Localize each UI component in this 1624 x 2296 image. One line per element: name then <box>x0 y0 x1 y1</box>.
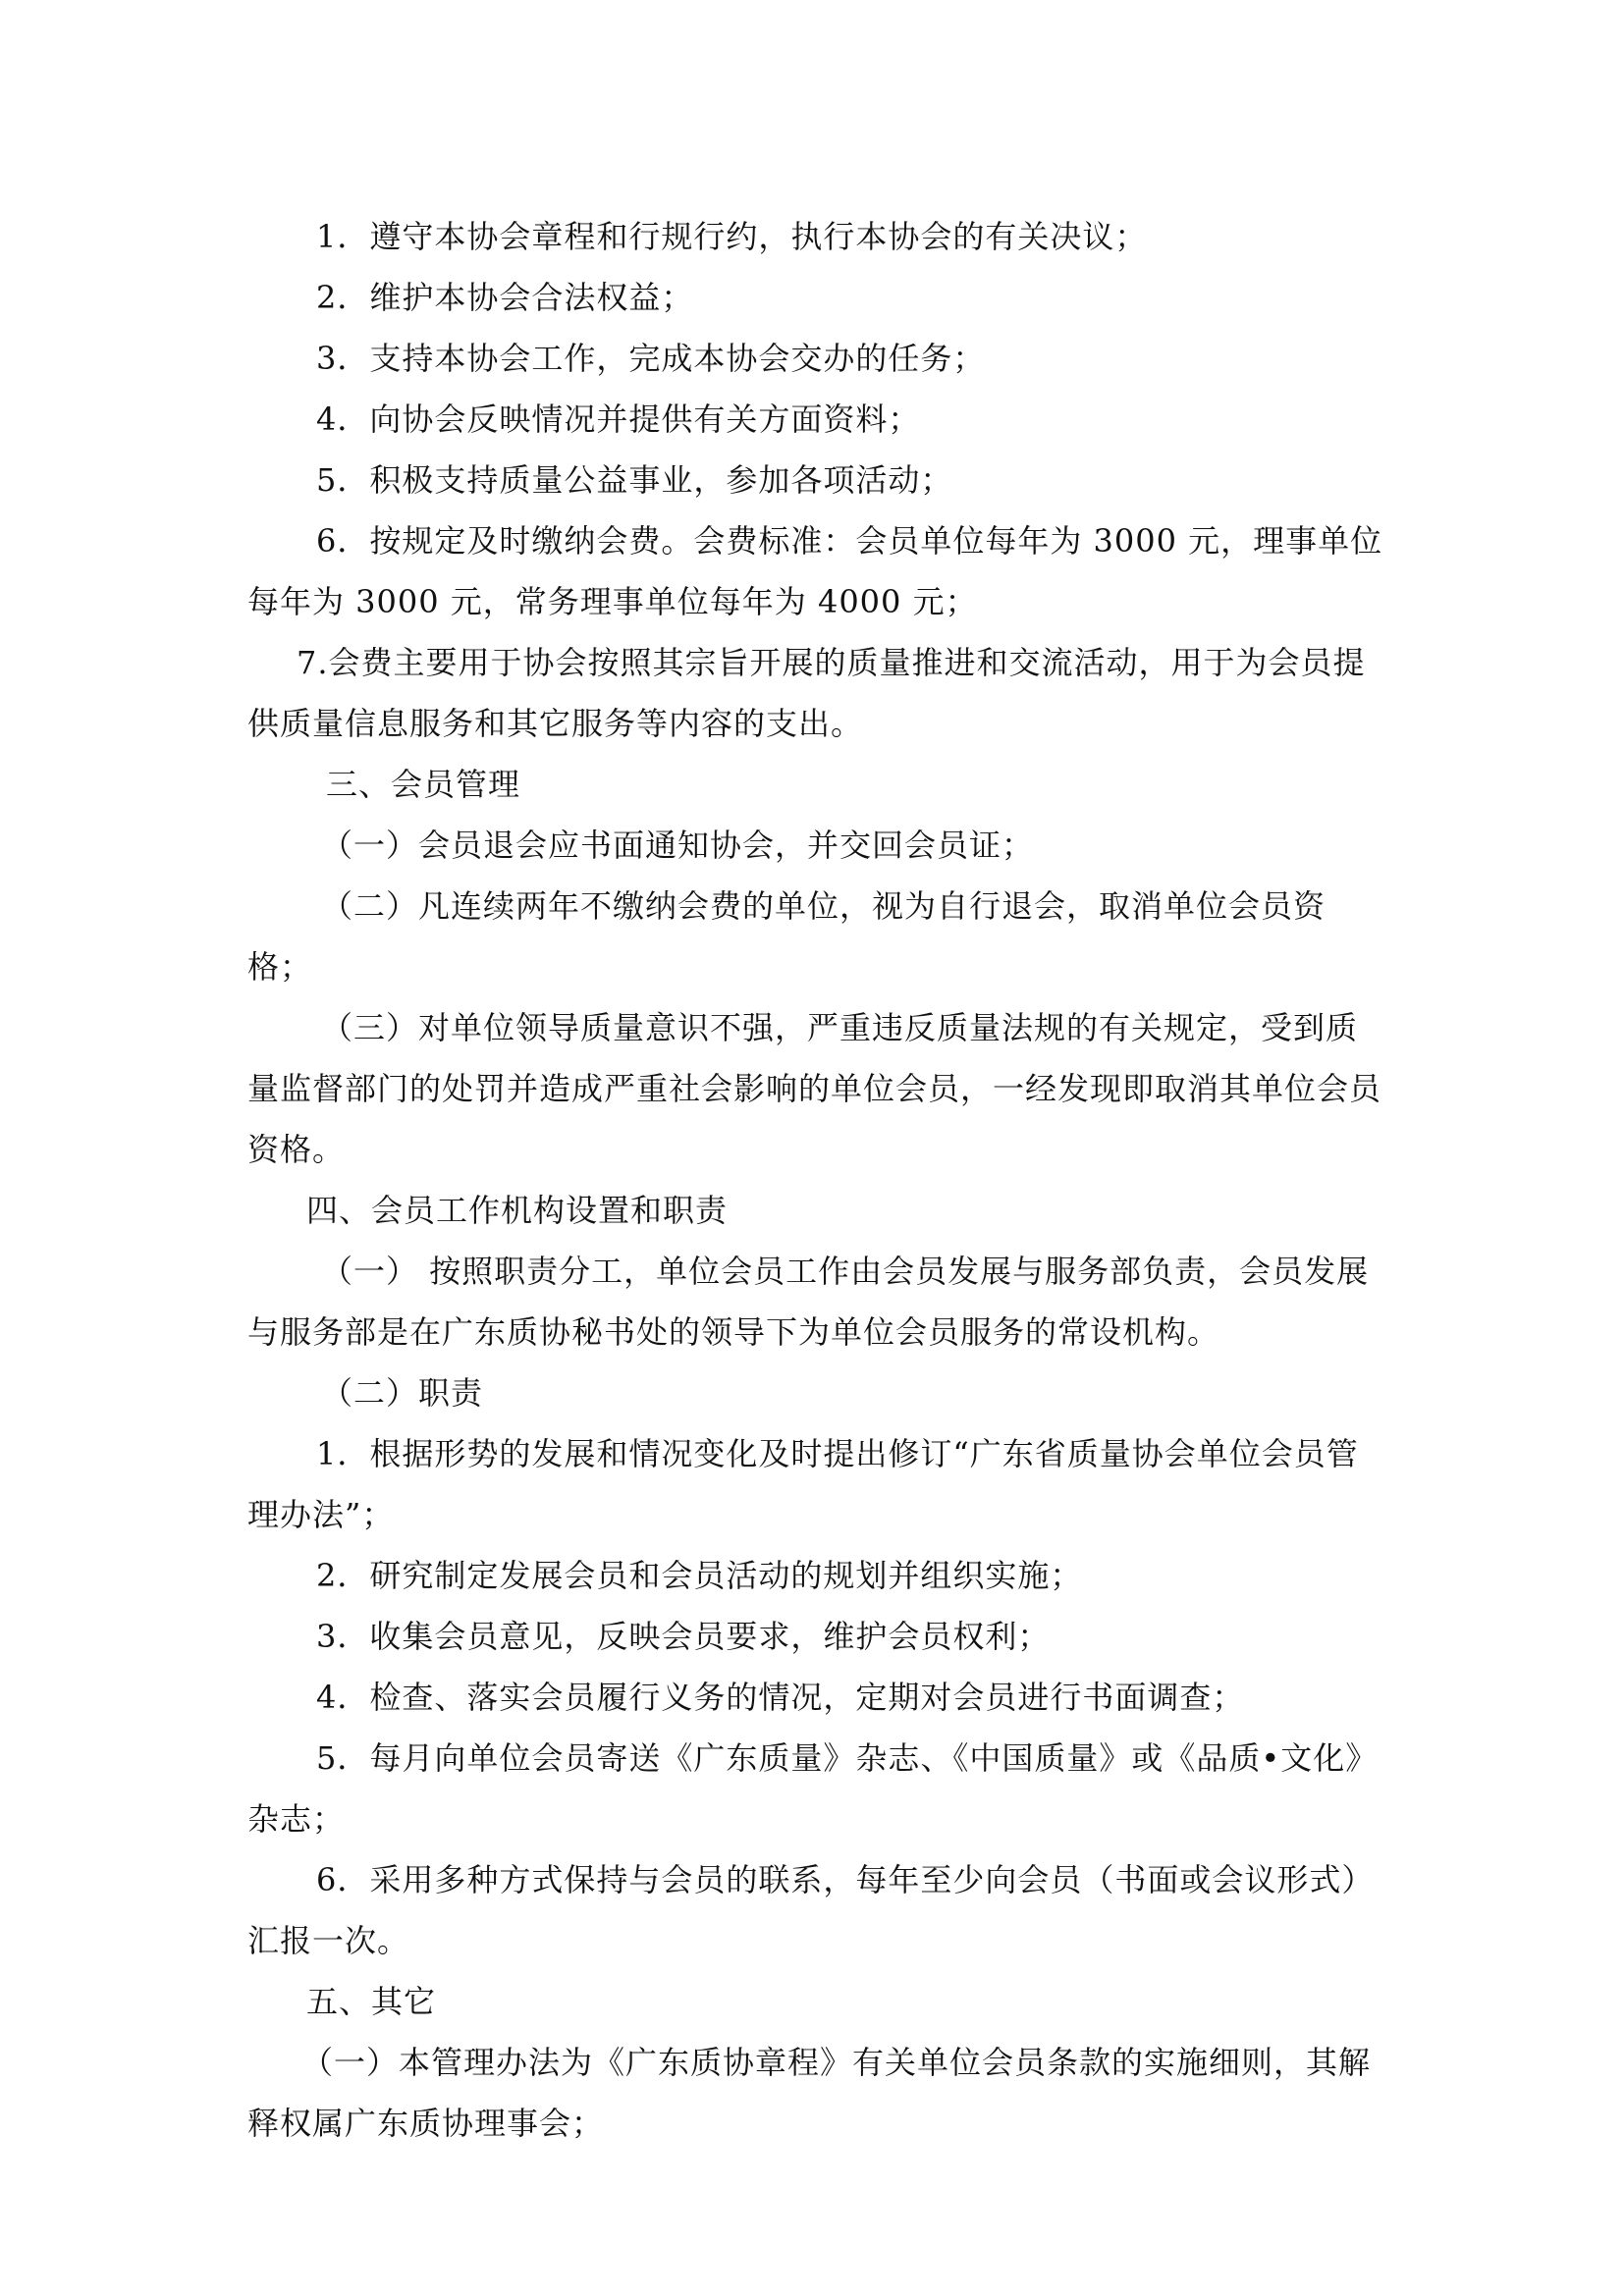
paragraph-duty-6: 6．采用多种方式保持与会员的联系，每年至少向会员（书面或会议形式）汇报一次。 <box>247 1861 1375 1959</box>
section-heading-3: 三、会员管理 <box>326 766 521 803</box>
paragraph-duty-1: 1．根据形势的发展和情况变化及时提出修订“广东省质量协会单位会员管理办法”； <box>247 1435 1359 1533</box>
paragraph-duties-heading: （二）职责 <box>321 1374 484 1412</box>
paragraph-management-1: （一）会员退会应书面通知协会，并交回会员证； <box>321 827 1035 864</box>
paragraph-management-2: （二）凡连续两年不缴纳会费的单位，视为自行退会，取消单位会员资格； <box>247 887 1326 986</box>
paragraph-management-3: （三）对单位领导质量意识不强，严重违反质量法规的有关规定，受到质量监督部门的处罚并造成严重社会影响的单位会员，一经发现即取消其单位会员资格。 <box>247 1009 1382 1168</box>
paragraph-obligation-1: 1．遵守本协会章程和行规行约，执行本协会的有关决议； <box>316 218 1148 255</box>
section-heading-4: 四、会员工作机构设置和职责 <box>306 1192 729 1229</box>
paragraph-organization-1: （一） 按照职责分工，单位会员工作由会员发展与服务部负责，会员发展与服务部是在广东质协秘书处的领导下为单位会员服务的常设机构。 <box>247 1253 1370 1351</box>
paragraph-obligation-5: 5．积极支持质量公益事业，参加各项活动； <box>316 461 953 499</box>
paragraph-obligation-7: 7.会费主要用于协会按照其宗旨开展的质量推进和交流活动，用于为会员提供质量信息服务和其它服务等内容的支出。 <box>247 644 1366 742</box>
section-heading-5: 五、其它 <box>306 1983 437 2020</box>
paragraph-duty-3: 3．收集会员意见，反映会员要求，维护会员权利； <box>316 1618 1051 1655</box>
paragraph-obligation-3: 3．支持本协会工作，完成本协会交办的任务； <box>316 340 986 377</box>
paragraph-obligation-6: 6．按规定及时缴纳会费。会费标准：会员单位每年为 3000 元，理事单位每年为 3000 元，常务理事单位每年为 4000 元； <box>247 522 1383 620</box>
paragraph-duty-4: 4．检查、落实会员履行义务的情况，定期对会员进行书面调查； <box>316 1679 1245 1716</box>
paragraph-duty-2: 2．研究制定发展会员和会员活动的规划并组织实施； <box>316 1557 1083 1594</box>
paragraph-duty-5: 5．每月向单位会员寄送《广东质量》杂志、《中国质量》或《品质•文化》杂志； <box>247 1739 1379 1838</box>
paragraph-obligation-2: 2．维护本协会合法权益； <box>316 279 694 316</box>
paragraph-obligation-4: 4．向协会反映情况并提供有关方面资料； <box>316 400 921 438</box>
paragraph-other-1: （一）本管理办法为《广东质协章程》有关单位会员条款的实施细则，其解释权属广东质协理事会； <box>247 2044 1372 2142</box>
